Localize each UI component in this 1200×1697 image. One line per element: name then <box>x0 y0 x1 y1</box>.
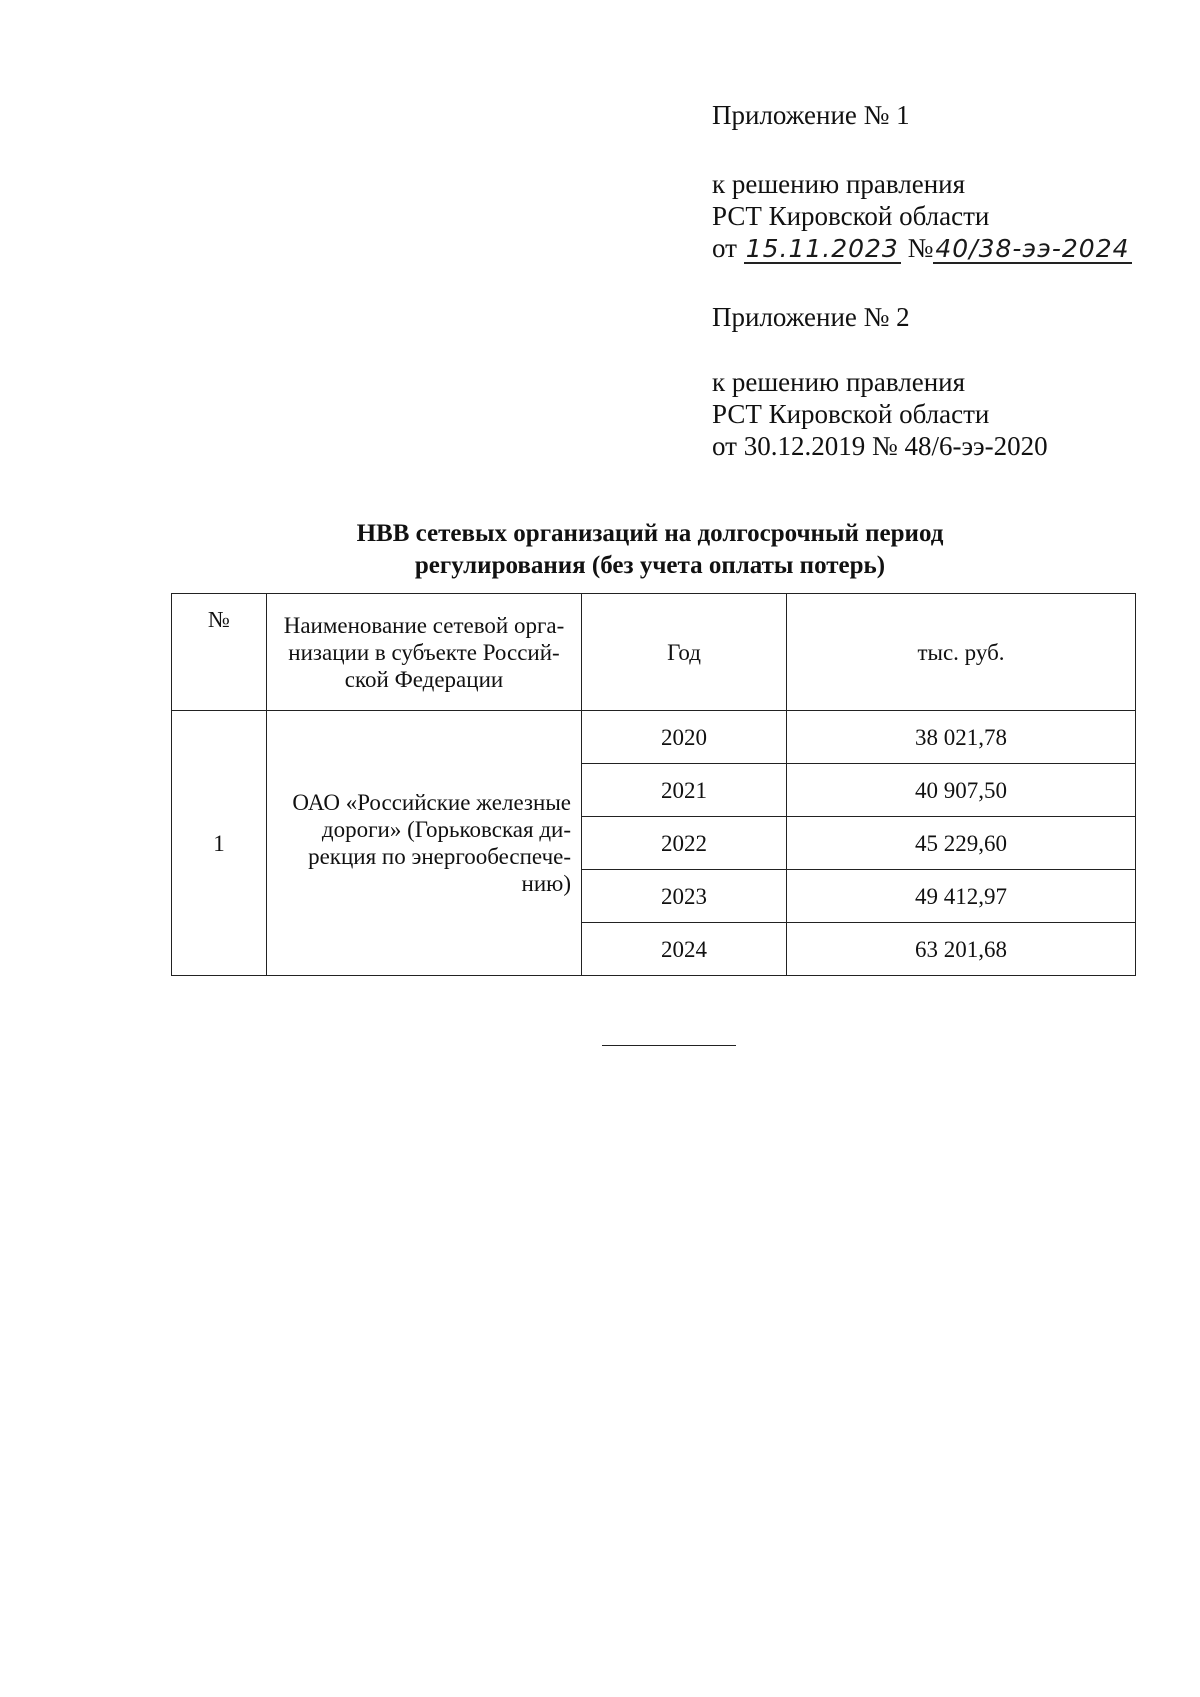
header-name-line: Наименование сетевой орга- <box>283 612 565 638</box>
organization-name-line: дороги» (Горьковская ди- <box>321 817 571 842</box>
table-header-row <box>172 594 1136 711</box>
value-cell: 40 907,50 <box>787 764 1136 817</box>
organization-name-line: ОАО «Российские железные <box>292 790 571 815</box>
header-number: № <box>172 594 267 711</box>
organization-name-cell <box>267 711 582 976</box>
appendix-1-reference <box>712 168 1132 264</box>
value-cell: 38 021,78 <box>787 711 1136 764</box>
header-value: тыс. руб. <box>787 594 1136 711</box>
year-cell: 2021 <box>582 764 787 817</box>
row-number-cell: 1 <box>172 711 267 976</box>
header-name-line: низации в субъекте Россий- <box>288 639 560 665</box>
appendix-2-reference <box>712 366 1048 462</box>
appendix-2-date-number-line: от 30.12.2019 № 48/6-ээ-2020 <box>712 431 1048 461</box>
appendix-1-date-number-line <box>712 232 1132 264</box>
appendix-1-title-block <box>712 99 910 131</box>
year-cell: 2023 <box>582 870 787 923</box>
appendix-1-handwritten-number: 40/38-ээ-2024 <box>935 234 1130 263</box>
appendix-1-title: Приложение № 1 <box>712 100 910 130</box>
document-title <box>200 518 1100 582</box>
appendix-1-authority-line: РСТ Кировской области <box>712 201 990 231</box>
value-cell: 49 412,97 <box>787 870 1136 923</box>
appendix-2-title: Приложение № 2 <box>712 302 910 332</box>
appendix-1-handwritten-date: 15.11.2023 <box>745 234 899 263</box>
appendix-1-number-prefix: № <box>907 233 934 263</box>
end-of-document-line <box>602 1045 736 1046</box>
value-cell: 63 201,68 <box>787 923 1136 976</box>
appendix-1-decision-line: к решению правления <box>712 169 966 199</box>
year-cell: 2024 <box>582 923 787 976</box>
table-row <box>172 711 1136 764</box>
appendix-2-authority-line: РСТ Кировской области <box>712 399 990 429</box>
document-title-line-1: НВВ сетевых организаций на долгосрочный период <box>356 520 944 547</box>
header-name-line: ской Федерации <box>344 666 504 692</box>
appendix-2-decision-line: к решению правления <box>712 367 966 397</box>
organization-name-line: рекция по энергообеспече- <box>308 844 571 869</box>
document-title-line-2: регулирования (без учета оплаты потерь) <box>414 552 886 579</box>
header-year: Год <box>582 594 787 711</box>
header-organization-name <box>267 594 582 711</box>
year-cell: 2020 <box>582 711 787 764</box>
nvv-table <box>171 593 1136 976</box>
year-cell: 2022 <box>582 817 787 870</box>
appendix-2-title-block <box>712 301 910 333</box>
value-cell: 45 229,60 <box>787 817 1136 870</box>
organization-name-line: нию) <box>521 871 571 896</box>
appendix-1-date-prefix: от <box>712 233 737 263</box>
